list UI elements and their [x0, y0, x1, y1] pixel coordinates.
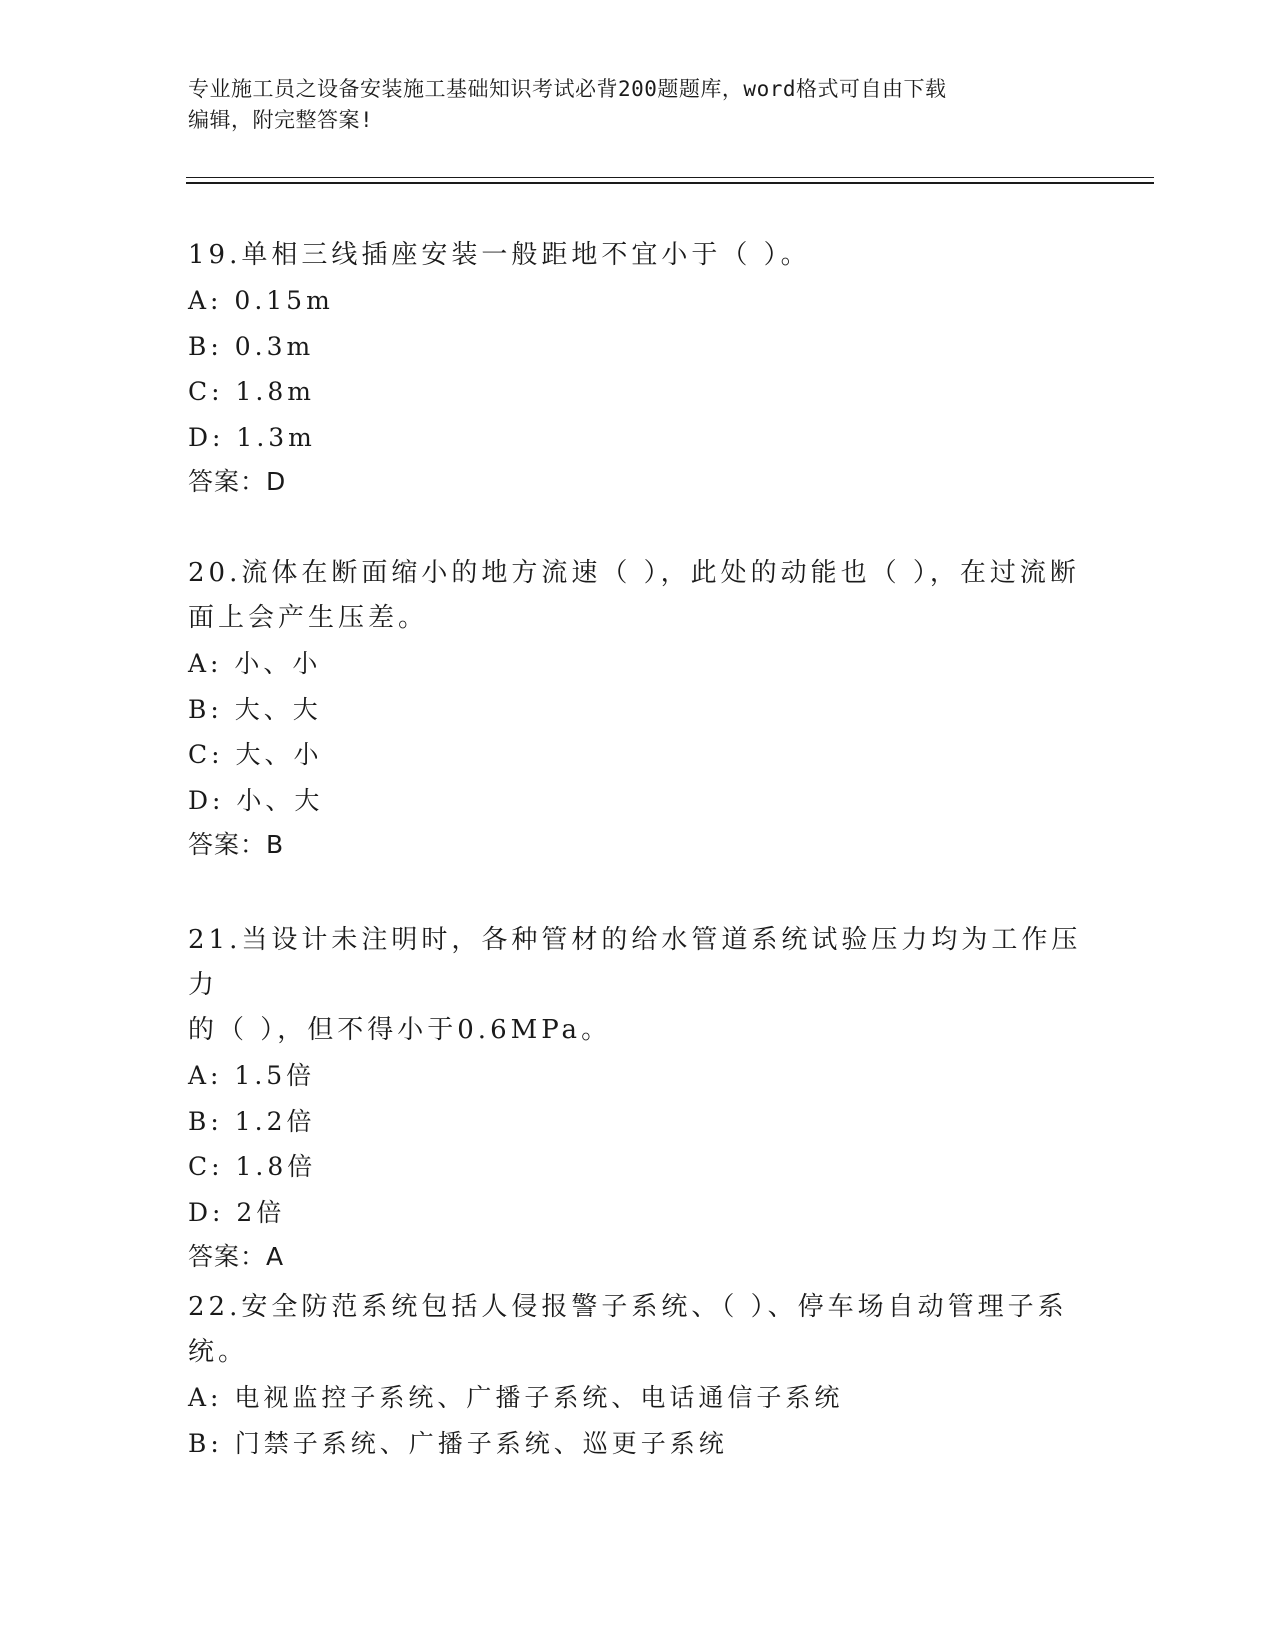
- question-stem: 19.单相三线插座安装一般距地不宜小于（ ）。: [188, 240, 811, 270]
- question-20: [188, 551, 1088, 867]
- document-header: [188, 74, 1088, 136]
- option-b: B: 1.2倍: [188, 1106, 316, 1136]
- option-a: A: 0.15m: [188, 286, 334, 315]
- header-line-2: 编辑，附完整答案!: [188, 108, 374, 132]
- option-c: C: 1.8倍: [188, 1152, 317, 1181]
- header-line-1: 专业施工员之设备安装施工基础知识考试必背200题题库，word格式可自由下载: [188, 77, 947, 101]
- question-21: [188, 918, 1088, 1279]
- option-a: A: 电视监控子系统、广播子系统、电话通信子系统: [188, 1383, 844, 1412]
- option-d: D: 2倍: [188, 1197, 286, 1227]
- question-stem-continued: 的（ ），但不得小于0.6MPa。: [188, 1015, 612, 1045]
- question-stem: 22.安全防范系统包括人侵报警子系统、（ ）、停车场自动管理子系: [188, 1292, 1068, 1322]
- option-d: D: 小、大: [188, 785, 324, 815]
- option-a: A: 1.5倍: [188, 1061, 316, 1090]
- option-a: A: 小、小: [188, 649, 322, 678]
- question-stem-continued: 面上会产生压差。: [188, 603, 429, 633]
- question-stem-continued: 统。: [188, 1337, 249, 1367]
- header-divider-thin: [186, 177, 1154, 178]
- question-22: [188, 1285, 1088, 1466]
- answer: 答案：B: [188, 830, 285, 859]
- answer: 答案：D: [188, 467, 287, 496]
- question-19: [188, 233, 1088, 504]
- header-divider-thick: [186, 182, 1154, 184]
- option-b: B: 0.3m: [188, 331, 315, 361]
- question-stem: 21.当设计未注明时，各种管材的给水管道系统试验压力均为工作压力: [188, 925, 1082, 1000]
- option-c: C: 大、小: [188, 740, 323, 769]
- option-c: C: 1.8m: [188, 377, 315, 406]
- option-d: D: 1.3m: [188, 422, 316, 452]
- option-b: B: 门禁子系统、广播子系统、巡更子系统: [188, 1428, 728, 1458]
- option-b: B: 大、大: [188, 694, 322, 724]
- answer: 答案：A: [188, 1242, 285, 1271]
- question-stem: 20.流体在断面缩小的地方流速（ ），此处的动能也（ ），在过流断: [188, 558, 1080, 588]
